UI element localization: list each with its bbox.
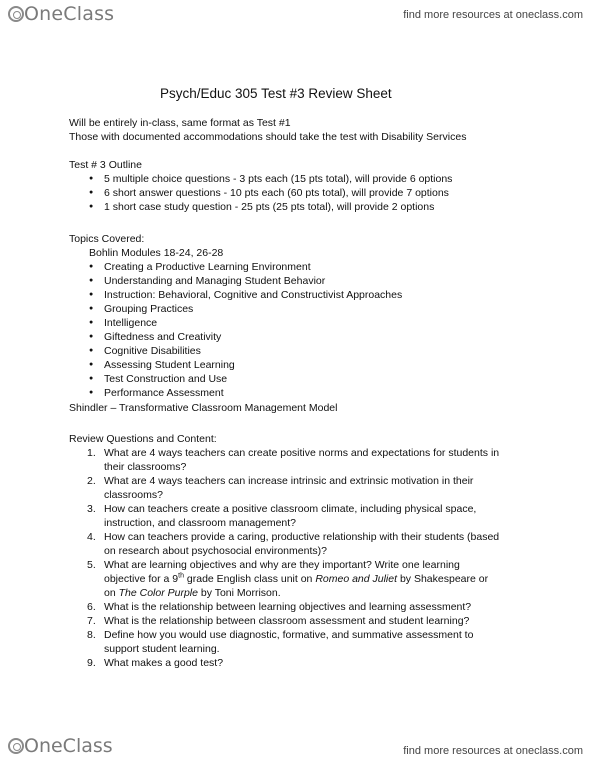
list-item [89,614,509,628]
intro-line-2: Those with documented accommodations should take the test with Disability Services [69,131,467,143]
ordinal-superscript: th [178,572,184,580]
topics-list [89,260,509,400]
logo-text: OneClass [24,735,113,757]
question-number: 9. [87,657,96,669]
list-item [89,628,509,656]
question-text: How can teachers create a positive classroom climate, including physical space, instruction, and classroom management? [104,503,477,529]
book-title: Romeo and Juliet [315,573,398,585]
review-question-list [89,446,509,670]
question-text-part: by Shakespeare or on [104,573,489,599]
list-item: ● Performance Assessment [89,386,509,400]
list-item: ● Test Construction and Use [89,372,509,386]
logo-mark-icon [8,738,24,754]
question-number: 2. [87,475,96,487]
question-text-part: by Toni Morrison. [197,587,281,599]
question-number: 5. [87,559,96,571]
list-item: ● Instruction: Behavioral, Cognitive and Constructivist Approaches [89,288,509,302]
list-item: ● 1 short case study question - 25 pts (25 pts total), will provide 2 options [89,200,509,214]
question-number: 4. [87,531,96,543]
oneclass-footer-logo [8,735,113,757]
list-item: ● Understanding and Managing Student Behavior [89,274,509,288]
list-item [89,656,509,670]
list-item: ● Cognitive Disabilities [89,344,509,358]
question-text: What makes a good test? [104,657,224,669]
book-title: The Color Purple [118,587,198,599]
review-heading: Review Questions and Content: [69,433,217,445]
list-item: ● Giftedness and Creativity [89,330,509,344]
list-item: ● Intelligence [89,316,509,330]
logo-mark-icon [8,6,24,22]
question-number: 1. [87,447,96,459]
logo-text: OneClass [24,3,115,25]
question-text: How can teachers provide a caring, productive relationship with their students (based on research about psychosocial environments)? [104,531,500,557]
question-text: What are 4 ways teachers can increase intrinsic and extrinsic motivation in their classrooms? [104,475,474,501]
footer-tagline[interactable]: find more resources at oneclass.com [403,745,583,757]
list-item [89,474,509,502]
question-number: 7. [87,615,96,627]
list-item: ● 5 multiple choice questions - 3 pts each (15 pts total), will provide 6 options [89,172,509,186]
question-text: What is the relationship between classroom assessment and student learning? [104,615,470,627]
question-text-part: What are learning objectives and why are they important? Write one learning objective for a 9 [104,559,460,585]
question-text-part: grade English class unit on [183,573,316,585]
topics-heading: Topics Covered: [69,233,145,245]
list-item: ● Grouping Practices [89,302,509,316]
outline-heading: Test # 3 Outline [69,159,142,171]
question-text [104,558,502,600]
question-number: 3. [87,503,96,515]
question-text: What are 4 ways teachers can create positive norms and expectations for students in their classrooms? [104,447,500,473]
outline-list [89,172,509,214]
list-item: ● Creating a Productive Learning Environment [89,260,509,274]
page-header [0,0,595,30]
question-number: 8. [87,629,96,641]
oneclass-logo [8,3,114,25]
list-item: ● 6 short answer questions - 10 pts each (60 pts total), will provide 7 options [89,186,509,200]
header-tagline[interactable]: find more resources at oneclass.com [403,9,583,21]
document-title: Psych/Educ 305 Test #3 Review Sheet [160,86,392,101]
list-item [89,446,509,474]
list-item [89,502,509,530]
topics-footer: Shindler – Transformative Classroom Management Model [69,402,338,414]
question-number: 6. [87,601,96,613]
list-item [89,530,509,558]
topics-subheading: Bohlin Modules 18-24, 26-28 [89,247,224,259]
intro-line-1: Will be entirely in-class, same format as Test #1 [69,117,291,129]
question-text: Define how you would use diagnostic, formative, and summative assessment to support student learning. [104,629,474,655]
list-item: ● Assessing Student Learning [89,358,509,372]
question-text: What is the relationship between learning objectives and learning assessment? [104,601,472,613]
list-item [89,600,509,614]
list-item [89,558,509,600]
